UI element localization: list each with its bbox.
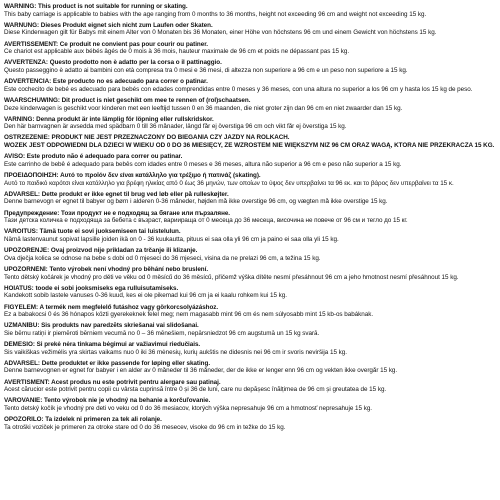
- warning-text: Тази детска количка е подходяща за бебета с възраст, вариираща от 0 месеца до 36 месеца, височина не повече от 96 см и тегло до 15 кг.: [4, 217, 408, 225]
- warning-heading: ΠΡΟΕΙΔΟΠΟΙΗΣΗ: Αυτό το προϊόν δεν είναι κατάλληλο για τρέξιμο ή πατινάζ (skating).: [4, 172, 261, 180]
- warning-text: Ce chariot est applicable aux bébés âgés de 0 mois à 36 mois, hauteur maximale de 96 cm et poids ne dépassant pas 15 kg.: [4, 48, 350, 56]
- warning-heading: VARNING: Denna produkt är inte lämplig för löpning eller rullskridskor.: [4, 115, 214, 123]
- warning-heading: HOIATUS: toode ei sobi jooksmiseks ega rulluisutamiseks.: [4, 284, 179, 292]
- warning-block-fi: [4, 228, 496, 243]
- warning-heading: AVISO: Este produto não é adequado para correr ou patinar.: [4, 153, 183, 161]
- warning-block-es: [4, 78, 496, 93]
- warning-block-el: [4, 172, 496, 187]
- warning-block-fr: [4, 41, 496, 56]
- warning-heading: OPOZORILO: Ta izdelek ni primeren za tek ali rolanje.: [4, 416, 162, 424]
- warning-block-cs: [4, 266, 496, 281]
- warning-block-nl: [4, 97, 496, 112]
- warning-text: Acest cărucior este potrivit pentru copii cu vârsta cuprinsă între 0 și 36 de luni, care nu depășesc înălțimea de 96 cm și greutatea de 15 kg.: [4, 386, 387, 394]
- warning-heading: VAROITUS: Tämä tuote ei sovi juoksemiseen tai luistelulun.: [4, 228, 181, 236]
- warning-text: Tento dětský kočárek je vhodný pro děti ve věku od 0 měsíců do 36 měsíců, přičemž výška dítěte nesmí přesáhnout 96 cm a jeho hmotnost nesmí přesáhnout 15 kg.: [4, 273, 459, 281]
- warning-block-sl: [4, 416, 496, 431]
- warning-text: Ta otroški voziček je primeren za otroke stare od 0 do 36 mesecev, visoke do 96 cm in težke do 15 kg.: [4, 423, 286, 431]
- warning-heading: Предупреждение: Този продукт не е подходящ за бягане или пързаляне.: [4, 209, 231, 217]
- warning-block-it: [4, 59, 496, 74]
- warning-text: Αυτό το παιδικό καρότσι είναι κατάλληλο για βρέφη ηλικίας από 0 έως 36 μηνών, των οποίων το ύψος δεν υπερβαίνει τα 96 εκ. και το βάρος δεν υπερβαίνει τα 15 κ.: [4, 179, 454, 187]
- warning-text: Questo passeggino è adatto ai bambini con età compresa tra 0 mesi e 36 mesi, di altezza non superiore a 96 cm e un peso non superiore a 15 kg.: [4, 66, 408, 74]
- warning-text: Deze kinderwagen is geschikt voor kinderen met een leeftijd tussen 0 en 36 maanden, die niet groter zijn dan 96 cm en niet zwaarder dan 15 kg.: [4, 104, 403, 112]
- warning-block-pt: [4, 153, 496, 168]
- warning-block-nb: [4, 360, 496, 375]
- warning-text: Nämä lastenvaunut sopivat lapsille joiden ikä on 0 - 36 kuukautta, pituus ei saa olla yli 96 cm ja paino ei saa olla yli 15 kg.: [4, 235, 339, 243]
- warning-block-da: [4, 191, 496, 206]
- warning-text: Tento detský kočík je vhodný pre deti vo veku od 0 do 36 mesiacov, ktorých výška nepresahuje 96 cm a hmotnosť nepresahuje 15 kg.: [4, 405, 373, 412]
- warning-heading: ADVERTENCIA: Este producto no es adecuado para correr o patinar.: [4, 78, 208, 86]
- warning-text: Denne barnevognen er egnet for babyer i en alder av 0 måneder til 36 måneder, der de ikke er lenger enn 96 cm og vekten ikke overgår 15 kg.: [4, 367, 398, 375]
- warning-text: Denne barnevogn er egnet til babyer og børn i alderen 0-36 måneder, højden må ikke overstige 96 cm, og vægten må ikke overstige 15 kg.: [4, 198, 388, 206]
- warning-heading: VAROVANIE: Tento výrobok nie je vhodný na behanie a korčuľovanie.: [4, 397, 211, 405]
- warning-block-de: [4, 22, 496, 37]
- warning-block-bg: [4, 210, 496, 225]
- warning-block-sv: [4, 116, 496, 131]
- warning-heading: OSTRZEŻENIE: PRODUKT NIE JEST PRZEZNACZONY DO BIEGANIA CZY JAZDY NA ROLKACH.: [4, 134, 290, 142]
- warning-heading: WARNING: This product is not suitable for running or skating.: [4, 3, 188, 10]
- warning-text: This baby carriage is applicable to babies with the age ranging from 0 months to 36 months, height not exceeding 96 cm and weight not exceeding 15 kg.: [4, 10, 427, 18]
- warning-heading: AVVERTENZA: Questo prodotto non è adatto per la corsa o il pattinaggio.: [4, 59, 222, 67]
- warning-heading: ADVARSEL: Dette produkt er ikke egnet til brug ved løb eller på rulleskøjter.: [4, 190, 229, 198]
- warning-heading: UPOZORNĚNÍ: Tento výrobek není vhodný pro běhání nebo bruslení.: [4, 265, 209, 273]
- warning-text: Šis vaikiškas vežimėlis yra skirtas vaikams nuo 0 iki 36 mėnesių, kurių aukštis ne didesnis nei 96 cm ir svoris neviršija 15 kg.: [4, 348, 347, 356]
- warning-heading: DĖMESIO: Ši prekė nėra tinkama bėgimui ar važiavimui riedučiais.: [4, 341, 201, 349]
- warning-text: Este cochecito de bebé es adecuado para bebés con edades comprendidas entre 0 meses y 36 meses, con una altura no superior a los 96 cm y hasta los 15 kg de peso.: [4, 85, 473, 93]
- warning-text: Kandekott sobib lastele vanuses 0-36 kuud, kes ei ole pikemad kui 96 cm ja ei kaalu rohkem kui 15 kg.: [4, 292, 287, 300]
- warning-heading: AVERTISSEMENT: Ce produit ne convient pas pour courir ou patiner.: [4, 40, 209, 48]
- warning-heading: UPOZORENJE: Ovaj proizvod nije prikladan za trčanje ili klizanje.: [4, 247, 198, 255]
- warning-heading: WARNUNG: Dieses Produkt eignet sich nicht zum Laufen oder Skaten.: [4, 21, 213, 29]
- warning-block-lt: [4, 341, 496, 356]
- warning-text: WÓZEK JEST ODPOWIEDNI DLA DZIECI W WIEKU OD 0 DO 36 MIESIĘCY, ZE WZROSTEM NIE WIĘKSZYM NIŻ 96 CM ORAZ WAGĄ, KTÓRA NIE PRZEKRACZA 15 KG.: [4, 142, 495, 150]
- warning-heading: AVERTISMENT: Acest produs nu este potrivit pentru alergare sau patinaj.: [4, 378, 221, 386]
- warning-text: Este carrinho de bebê é adequado para bebês com idades entre 0 meses e 36 meses, altura não superior a 96 cm e peso não superior a 15 kg.: [4, 160, 402, 168]
- warning-block-sk: [4, 397, 496, 412]
- warning-block-et: [4, 285, 496, 300]
- warning-block-hu: [4, 304, 496, 319]
- warning-text: Ez a babakocsi 0 és 36 hónapos közti gyerekeknek felel meg; nem magasabb mint 96 cm és nem súlyosabb mint 15 kb-os babáknak.: [4, 311, 374, 319]
- warning-heading: ADVARSEL: Dette produktet er ikke passende for løping eller skating.: [4, 359, 211, 367]
- warning-heading: WAARSCHUWING: Dit product is niet geschikt om mee te rennen of (rol)schaatsen.: [4, 96, 251, 104]
- warning-block-hr: [4, 247, 496, 262]
- warning-text: Šie bērnu ratiņi ir piemēroti bērniem vecumā no 0 – 36 mēnešiem, nepārsniedzot 96 cm augstumā un 15 kg svarā.: [4, 329, 320, 337]
- warning-block-pl: [4, 134, 496, 149]
- warning-text: Ova dječja kolica se odnose na bebe s dobi od 0 mjeseci do 36 mjeseci, visina da ne prelazi 96 cm, a težina 15 kg.: [4, 254, 321, 262]
- warning-block-ro: [4, 379, 496, 394]
- warning-heading: FIGYELEM: A termék nem megfelelő futáshoz vagy görkorcsolyázáshoz.: [4, 303, 219, 311]
- warning-block-lv: [4, 322, 496, 337]
- warning-text: Den här barnvagnen är avsedda med spädbarn 0 till 36 månader, längd får ej överstiga 96 cm och vikt får ej överstiga 15 kg.: [4, 123, 347, 131]
- warning-text: Diese Kinderwagen gilt für Babys mit einem Alter von 0 Monaten bis 36 Monaten, einer Höhe von höchstens 96 cm und einem Gewicht von höchstens 15 kg.: [4, 29, 437, 37]
- warning-heading: UZMANĪBU: Šis produkts nav paredzēts skriešanai vai slidošanai.: [4, 322, 199, 330]
- warning-block-en: [4, 3, 496, 18]
